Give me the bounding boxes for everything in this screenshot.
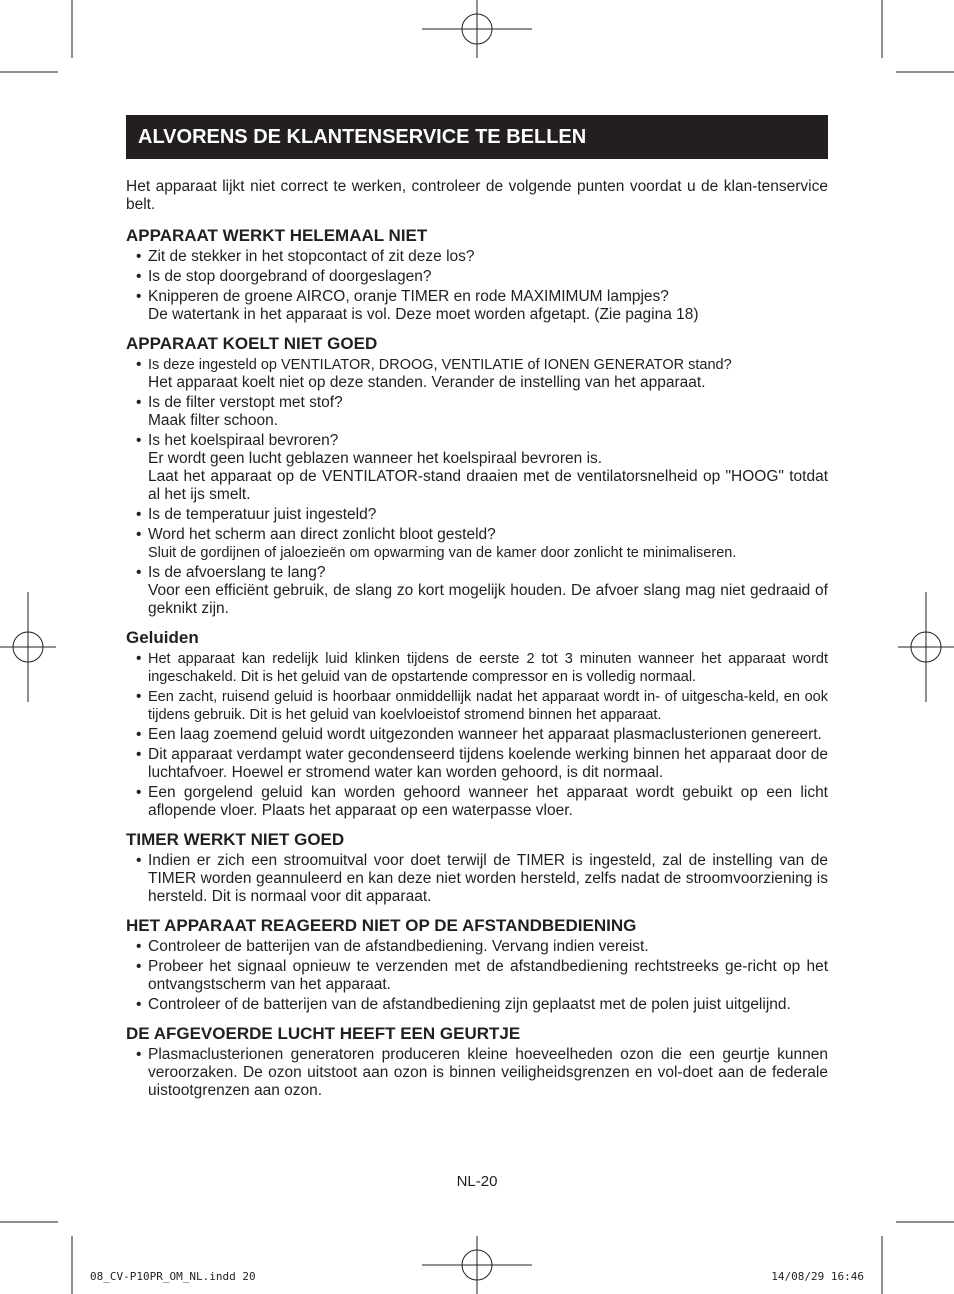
item-text: Is het koelspiraal bevroren?: [148, 432, 339, 449]
bullet-icon: •: [136, 506, 142, 523]
bullet-icon: •: [136, 526, 142, 543]
list-item: [126, 688, 828, 724]
item-text: Het apparaat kan redelijk luid klinken tijdens de eerste 2 tot 3 minuten wanneer het apparaat wordt ingeschakeld. Dit is het geluid van de opstartende compressor en is volledig normaal.: [148, 651, 828, 685]
bullet-icon: •: [136, 784, 142, 801]
bullet-icon: •: [136, 688, 142, 705]
item-text: Is de filter verstopt met stof?: [148, 394, 343, 411]
bullet-icon: •: [136, 432, 142, 449]
item-text: Controleer of de batterijen van de afstandbediening zijn geplaatst met de polen juist uitgelijnd.: [148, 996, 791, 1013]
list-item: [126, 650, 828, 686]
list-item: [126, 506, 828, 524]
content: [126, 178, 828, 1110]
section-heading: APPARAAT KOELT NIET GOED: [126, 334, 378, 353]
bullet-icon: •: [136, 564, 142, 581]
bullet-icon: •: [136, 996, 142, 1013]
bullet-icon: •: [136, 958, 142, 975]
item-detail: Maak filter schoon.: [148, 412, 279, 429]
bullet-icon: •: [136, 1046, 142, 1063]
item-detail: De watertank in het apparaat is vol. Deze moet worden afgetapt. (Zie pagina 18): [148, 306, 699, 323]
section: [126, 628, 828, 820]
bullet-icon: •: [136, 938, 142, 955]
section-heading: Geluiden: [126, 628, 199, 647]
section-heading: TIMER WERKT NIET GOED: [126, 830, 345, 849]
section: [126, 226, 828, 324]
item-text: Probeer het signaal opnieuw te verzenden met de afstandbediening rechtstreeks ge-richt op het ontvangstscherm van het apparaat.: [148, 958, 828, 993]
section: [126, 1024, 828, 1100]
list-item: [126, 248, 828, 266]
item-text: Is deze ingesteld op VENTILATOR, DROOG, VENTILATIE of IONEN GENERATOR stand?: [148, 357, 732, 373]
item-detail: Er wordt geen lucht geblazen wanneer het koelspiraal bevroren is.: [148, 450, 603, 467]
item-text: Een zacht, ruisend geluid is hoorbaar onmiddellijk nadat het apparaat wordt in- of uitgescha-keld, en ook tijdens gebruik. Dit is het geluid van koelvloeistof stromend binnen het apparaat.: [148, 689, 828, 723]
item-text: Een laag zoemend geluid wordt uitgezonden wanneer het apparaat plasmaclusterionen genereert.: [148, 726, 822, 743]
item-text: Word het scherm aan direct zonlicht bloot gesteld?: [148, 526, 496, 543]
list-item: [126, 726, 828, 744]
item-text: Indien er zich een stroomuitval voor doet terwijl de TIMER is ingesteld, zal de instelling van de TIMER worden geannuleerd en kan deze niet worden hersteld, zelfs nadat de stroomvoorziening is hersteld. Dit is normaal voor dit apparaat.: [148, 852, 828, 905]
list-item: [126, 564, 828, 618]
list-item: [126, 996, 828, 1014]
list-item: [126, 746, 828, 782]
footer-date: 14/08/29 16:46: [771, 1270, 864, 1283]
list-item: [126, 958, 828, 994]
bullet-list: [126, 248, 828, 324]
bullet-icon: •: [136, 248, 142, 265]
list-item: [126, 938, 828, 956]
sections: [126, 226, 828, 1100]
bullet-list: [126, 650, 828, 820]
intro-text: Het apparaat lijkt niet correct te werken, controleer de volgende punten voordat u de klan-tenservice belt.: [126, 178, 828, 213]
item-text: Zit de stekker in het stopcontact of zit deze los?: [148, 248, 475, 265]
bullet-list: [126, 938, 828, 1014]
item-detail: Voor een efficiënt gebruik, de slang zo kort mogelijk houden. De afvoer slang mag niet gedraaid of geknikt zijn.: [148, 582, 828, 617]
item-detail: Laat het apparaat op de VENTILATOR-stand draaien met de ventilatorsnelheid op "HOOG" totdat al het ijs smelt.: [148, 468, 828, 503]
item-text: Is de temperatuur juist ingesteld?: [148, 506, 377, 523]
bullet-icon: •: [136, 288, 142, 305]
page-title: ALVORENS DE KLANTENSERVICE TE BELLEN: [126, 115, 828, 159]
bullet-list: [126, 356, 828, 618]
page-number: NL-20: [456, 1173, 498, 1190]
bullet-icon: •: [136, 356, 142, 373]
list-item: [126, 784, 828, 820]
list-item: [126, 288, 828, 324]
item-text: Plasmaclusterionen generatoren produceren kleine hoeveelheden ozon die een geurtje kunnen veroorzaken. De ozon uitstoot aan ozon is binnen veiligheidsgrenzen en vol-doet aan de federale uistootgrenzen aan ozon.: [148, 1046, 828, 1099]
section-heading: APPARAAT WERKT HELEMAAL NIET: [126, 226, 428, 245]
bullet-icon: •: [136, 852, 142, 869]
bullet-icon: •: [136, 268, 142, 285]
section: [126, 334, 828, 618]
section-heading: HET APPARAAT REAGEERD NIET OP DE AFSTANDBEDIENING: [126, 916, 637, 935]
bullet-list: [126, 1046, 828, 1100]
footer-file: 08_CV-P10PR_OM_NL.indd 20: [90, 1270, 256, 1283]
item-text: Controleer de batterijen van de afstandbediening. Vervang indien vereist.: [148, 938, 649, 955]
section: [126, 916, 828, 1014]
list-item: [126, 1046, 828, 1100]
list-item: [126, 852, 828, 906]
list-item: [126, 432, 828, 504]
item-text: Een gorgelend geluid kan worden gehoord wanneer het apparaat wordt gebuikt op een licht aflopende vloer. Plaats het apparaat op een waterpasse vloer.: [148, 784, 828, 819]
section-heading: DE AFGEVOERDE LUCHT HEEFT EEN GEURTJE: [126, 1024, 521, 1043]
section: [126, 830, 828, 906]
list-item: [126, 268, 828, 286]
item-text: Dit apparaat verdampt water gecondenseerd tijdens koelende werking binnen het apparaat door de luchtafvoer. Hoewel er stromend water kan worden gehoord, is dit normaal.: [148, 746, 828, 781]
item-detail: Sluit de gordijnen of jaloezieën om opwarming van de kamer door zonlicht te minimaliseren.: [148, 545, 737, 561]
bullet-icon: •: [136, 726, 142, 743]
item-text: Is de stop doorgebrand of doorgeslagen?: [148, 268, 432, 285]
list-item: [126, 356, 828, 392]
list-item: [126, 526, 828, 562]
item-text: Knipperen de groene AIRCO, oranje TIMER en rode MAXIMIMUM lampjes?: [148, 288, 669, 305]
item-detail: Het apparaat koelt niet op deze standen. Verander de instelling van het apparaat.: [148, 374, 706, 391]
bullet-list: [126, 852, 828, 906]
bullet-icon: •: [136, 746, 142, 763]
bullet-icon: •: [136, 394, 142, 411]
bullet-icon: •: [136, 650, 142, 667]
item-text: Is de afvoerslang te lang?: [148, 564, 326, 581]
list-item: [126, 394, 828, 430]
